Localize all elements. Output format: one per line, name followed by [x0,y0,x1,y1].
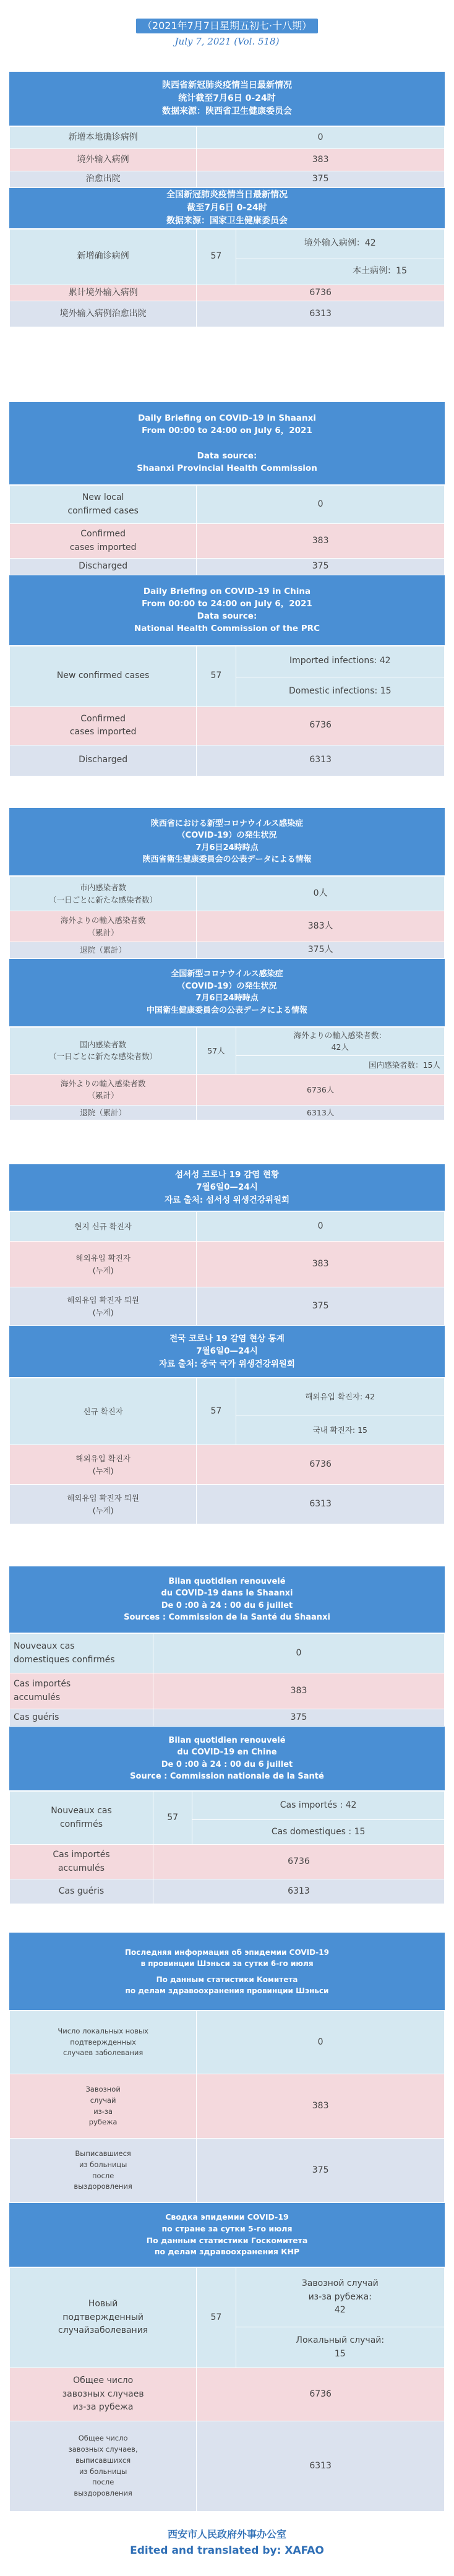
imported-cases-value: 383人 [197,911,445,942]
domestic-infections: Cas domestiques : 15 [192,1820,445,1845]
bulletin-header [9,0,445,72]
imported-cases-value: 383 [153,1673,444,1709]
discharged-value: 375 [197,171,445,188]
shaanxi-table-fr [9,1633,445,1727]
new-cases-value: 57 [153,1792,192,1845]
local-cases-label: Nouveaux cas domestiques confirmés [10,1634,153,1673]
local-cases-value: 0 [197,127,445,149]
cumulative-imported-value: 6736 [197,2368,445,2421]
cumulative-imported-label: 累计境外输入病例 [10,285,197,301]
cumulative-discharged-label: 退院（累計） [10,1105,197,1120]
shaanxi-header-ko: 섬서성 코로나 19 감염 현황 7월6일0—24시 자료 출처: 섬서성 위생건강위원회 [9,1164,445,1211]
discharged-label: Discharged [10,559,197,575]
china-table-ko [9,1378,445,1524]
cumulative-imported-label: 海外よりの輸入感染者数 （累計） [10,1074,197,1105]
cumulative-discharged-label: Cas guéris [10,1879,153,1904]
discharged-label: Cas guéris [10,1709,153,1727]
china-table-ja [9,1027,445,1120]
footer-office: 西安市人民政府外事办公室 [167,2528,286,2540]
discharged-value: 375 [197,1287,445,1326]
china-header-ko: 전국 코로나 19 감염 현상 통계 7월6일0—24시 자료 출처: 중국 국가 위생건강위원회 [9,1326,445,1378]
new-cases-value: 57 [197,646,236,706]
local-cases-value: 0 [153,1634,444,1673]
footer [9,2523,445,2559]
cumulative-discharged-value: 6313 [153,1879,444,1904]
cumulative-imported-value: 6736 [197,285,445,301]
new-cases-value: 57 [197,2268,236,2368]
local-cases-value: 0 [197,2011,445,2074]
imported-cases-label: Confirmed cases imported [10,524,197,559]
imported-cases-label: 境外输入病例 [10,149,197,171]
local-cases-label: 현지 신규 확진자 [10,1212,197,1242]
discharged-label: 治愈出院 [10,171,197,188]
domestic-infections: 국내 확진자: 15 [236,1415,444,1445]
imported-infections: Imported infections: 42 [236,646,444,677]
section-french [9,1566,445,1898]
cumulative-discharged-value: 6313 [197,1485,445,1524]
discharged-label: 退院（累計） [10,942,197,959]
local-cases-label: Число локальных новых подтвержденных случаев заболевания [10,2011,197,2074]
local-cases-label: 新增本地确诊病例 [10,127,197,149]
discharged-label: 해외유입 확진자 퇴원 (누계) [10,1287,197,1326]
local-cases-label: 市内感染者数 （一日ごとに新たな感染者数） [10,877,197,911]
local-cases-value: 0人 [197,877,445,911]
cumulative-discharged-label: Общее число завозных случаев, выписавшихся из больницы после выздоровления [10,2421,197,2512]
discharged-label: Выписавшиеся из больницы после выздоровления [10,2139,197,2203]
cumulative-discharged-label: 境外输入病例治愈出院 [10,301,197,327]
shaanxi-header-zh: 陕西省新冠肺炎疫情当日最新情况 统计截至7月6日 0-24时 数据来源：陕西省卫生健康委员会 [9,72,445,126]
domestic-infections: Domestic infections: 15 [236,677,444,706]
cumulative-imported-label: Confirmed cases imported [10,706,197,745]
shaanxi-table-en [9,485,445,575]
imported-infections: 해외유입 확진자: 42 [236,1378,444,1415]
cumulative-discharged-value: 6313 [197,745,445,776]
imported-cases-label: 海外よりの輸入感染者数 （累計） [10,911,197,942]
cumulative-discharged-label: 해외유입 확진자 퇴원 (누계) [10,1485,197,1524]
section-english [9,402,445,773]
cumulative-discharged-value: 6313人 [197,1105,445,1120]
china-header-ja: 全国新型コロナウイルス感染症 （COVID-19）の発生状況 7月6日24時時点 中国衛生健康委員会の公表データによる情報 [9,959,445,1027]
shaanxi-header-ja: 陝西省における新型コロナウイルス感染症 （COVID-19）の発生状況 7月6日24時時点 陝西省衛生健康委員会の公表データによる情報 [9,808,445,876]
local-cases-value: 0 [197,486,445,524]
local-cases-label: New local confirmed cases [10,486,197,524]
domestic-infections: Локальный случай: 15 [236,2327,444,2368]
new-cases-label: New confirmed cases [10,646,197,706]
china-header-ru: Сводка эпидемии COVID-19 по стране за сутки 5-го июля По данным статистики Госкомитета по делам здравоохранения КНР [9,2203,445,2267]
domestic-infections: 本土病例：15 [236,259,444,285]
cumulative-imported-label: Общее число завозных случаев из-за рубежа [10,2368,197,2421]
imported-infections: 境外输入病例：42 [236,229,444,259]
shaanxi-table-ja [9,876,445,959]
new-cases-value: 57 [197,1378,236,1445]
domestic-infections: 国内感染者数：15人 [236,1055,444,1074]
shaanxi-header-en: Daily Briefing on COVID-19 in Shaanxi From 00:00 to 24:00 on July 6，2021 Data source: Shaanxi Provincial Health Commission [9,402,445,485]
cumulative-discharged-label: Discharged [10,745,197,776]
issue-date-cn: （2021年7月7日星期五初七·十八期） [136,19,318,33]
imported-cases-value: 383 [197,2074,445,2139]
footer-credit: Edited and translated by: XAFAO [130,2544,324,2557]
new-cases-value: 57 [197,229,236,285]
imported-cases-label: 해외유입 확진자 (누계) [10,1242,197,1287]
section-japanese [9,808,445,1130]
imported-infections: 海外よりの輸入感染者数： 42人 [236,1027,444,1055]
new-cases-value: 57人 [197,1027,236,1074]
imported-cases-label: Cas importés accumulés [10,1673,153,1709]
cumulative-imported-value: 6736 [197,1445,445,1485]
issue-date-en: July 7, 2021 (Vol. 518) [174,36,280,47]
new-cases-label: Nouveaux cas confirmés [10,1792,153,1845]
imported-cases-value: 383 [197,1242,445,1287]
china-table-zh [9,229,445,328]
cumulative-imported-value: 6736 [153,1845,444,1879]
section-russian [9,1933,445,2512]
discharged-value: 375人 [197,942,445,959]
imported-cases-value: 383 [197,524,445,559]
new-cases-label: 国内感染者数 （一日ごとに新たな感染者数） [10,1027,197,1074]
imported-infections: Cas importés : 42 [192,1792,445,1820]
shaanxi-table-zh [9,126,445,188]
cumulative-discharged-value: 6313 [197,2421,445,2512]
shaanxi-table-ru [9,2011,445,2203]
new-cases-label: 新增确诊病例 [10,229,197,285]
cumulative-imported-value: 6736 [197,706,445,745]
section-chinese [9,72,445,367]
discharged-value: 375 [153,1709,444,1727]
china-table-ru [9,2267,445,2512]
discharged-value: 375 [197,559,445,575]
china-table-en [9,646,445,776]
section-korean [9,1164,445,1532]
cumulative-discharged-value: 6313 [197,301,445,327]
local-cases-value: 0 [197,1212,445,1242]
china-header-en: Daily Briefing on COVID-19 in China From 00:00 to 24:00 on July 6，2021 Data source: National Health Commission of the PRC [9,575,445,646]
shaanxi-header-ru: Последняя информация об эпидемии COVID-19 в провинции Шэньси за сутки 6-го июля По данным статистики Комитета по делам здравоохранения провинции Шэньси [9,1933,445,2011]
new-cases-label: 신규 확진자 [10,1378,197,1445]
china-header-zh: 全国新冠肺炎疫情当日最新情况 截至7月6日 0-24时 数据来源：国家卫生健康委员会 [9,188,445,229]
cumulative-imported-label: 해외유입 확진자 (누계) [10,1445,197,1485]
imported-cases-label: Завозной случай из-за рубежа [10,2074,197,2139]
china-header-fr: Bilan quotidien renouvelé du COVID-19 en Chine De 0 :00 à 24 : 00 du 6 juillet Source : Commission nationale de la Santé [9,1727,445,1791]
china-table-fr [9,1791,445,1904]
shaanxi-table-ko [9,1211,445,1326]
cumulative-imported-label: Cas importés accumulés [10,1845,153,1879]
imported-infections: Завозной случай из-за рубежа: 42 [236,2268,444,2327]
imported-cases-value: 383 [197,149,445,171]
discharged-value: 375 [197,2139,445,2203]
cumulative-imported-value: 6736人 [197,1074,445,1105]
new-cases-label: Новый подтвержденный случайзаболевания [10,2268,197,2368]
shaanxi-header-fr: Bilan quotidien renouvelé du COVID-19 dans le Shaanxi De 0 :00 à 24 : 00 du 6 juillet Sources : Commission de la Santé du Shaanxi [9,1566,445,1633]
